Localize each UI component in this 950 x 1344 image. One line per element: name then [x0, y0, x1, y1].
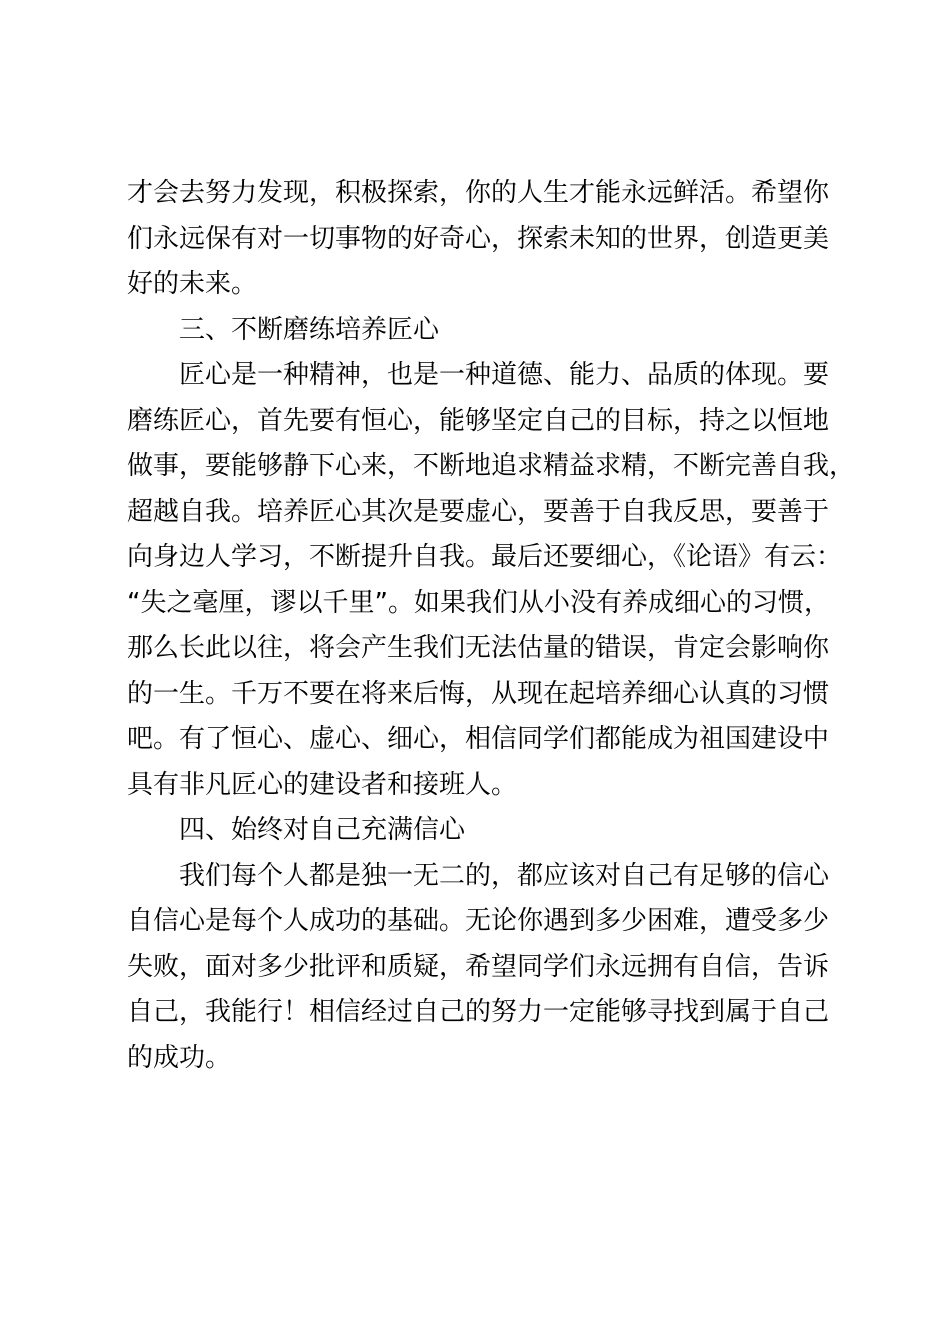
- text-line: 具有非凡匠心的建设者和接班人。: [127, 769, 518, 800]
- document-body: [127, 171, 857, 1081]
- text-line: 好的未来。: [127, 269, 258, 299]
- text-line: 自信心是每个人成功的基础。无论你遇到多少困难，遭受多少: [127, 906, 830, 936]
- text-line: 匠心是一种精神，也是一种道德、能力、品质的体现。要: [179, 360, 830, 390]
- text-line: 的成功。: [127, 1042, 232, 1073]
- section-heading-text: 三、不断磨练培养匠心: [179, 314, 440, 345]
- paragraph: [127, 854, 857, 1082]
- paragraph-continuation: [127, 171, 857, 308]
- section-heading: [127, 808, 857, 854]
- section-heading-text: 四、始终对自己充满信心: [179, 815, 466, 845]
- text-line: “失之毫厘，谬以千里”。如果我们从小没有养成细心的习惯，: [127, 587, 830, 618]
- section-heading: [127, 308, 857, 354]
- text-line: 那么长此以往，将会产生我们无法估量的错误，肯定会影响你: [127, 633, 830, 663]
- text-line: 的一生。千万不要在将来后悔，从现在起培养细心认真的习惯: [127, 678, 830, 709]
- text-line: 吧。有了恒心、虚心、细心，相信同学们都能成为祖国建设中: [127, 724, 830, 754]
- text-line: 超越自我。培养匠心其次是要虚心，要善于自我反思，要善于: [127, 496, 830, 527]
- text-line: 磨练匠心，首先要有恒心，能够坚定自己的目标，持之以恒地: [127, 405, 830, 436]
- text-line: 自己，我能行！相信经过自己的努力一定能够寻找到属于自己: [127, 997, 830, 1027]
- text-line: 做事，要能够静下心来，不断地追求精益求精，不断完善自我，: [127, 451, 856, 481]
- paragraph: [127, 353, 857, 808]
- text-line: 向身边人学习，不断提升自我。最后还要细心，《论语》有云：: [127, 542, 843, 572]
- text-line: 失败，面对多少批评和质疑，希望同学们永远拥有自信，告诉: [127, 951, 830, 982]
- text-line: 才会去努力发现，积极探索，你的人生才能永远鲜活。希望你: [127, 178, 830, 208]
- text-line: 我们每个人都是独一无二的，都应该对自己有足够的信心: [179, 860, 830, 891]
- text-line: 们永远保有对一切事物的好奇心，探索未知的世界，创造更美: [127, 223, 830, 254]
